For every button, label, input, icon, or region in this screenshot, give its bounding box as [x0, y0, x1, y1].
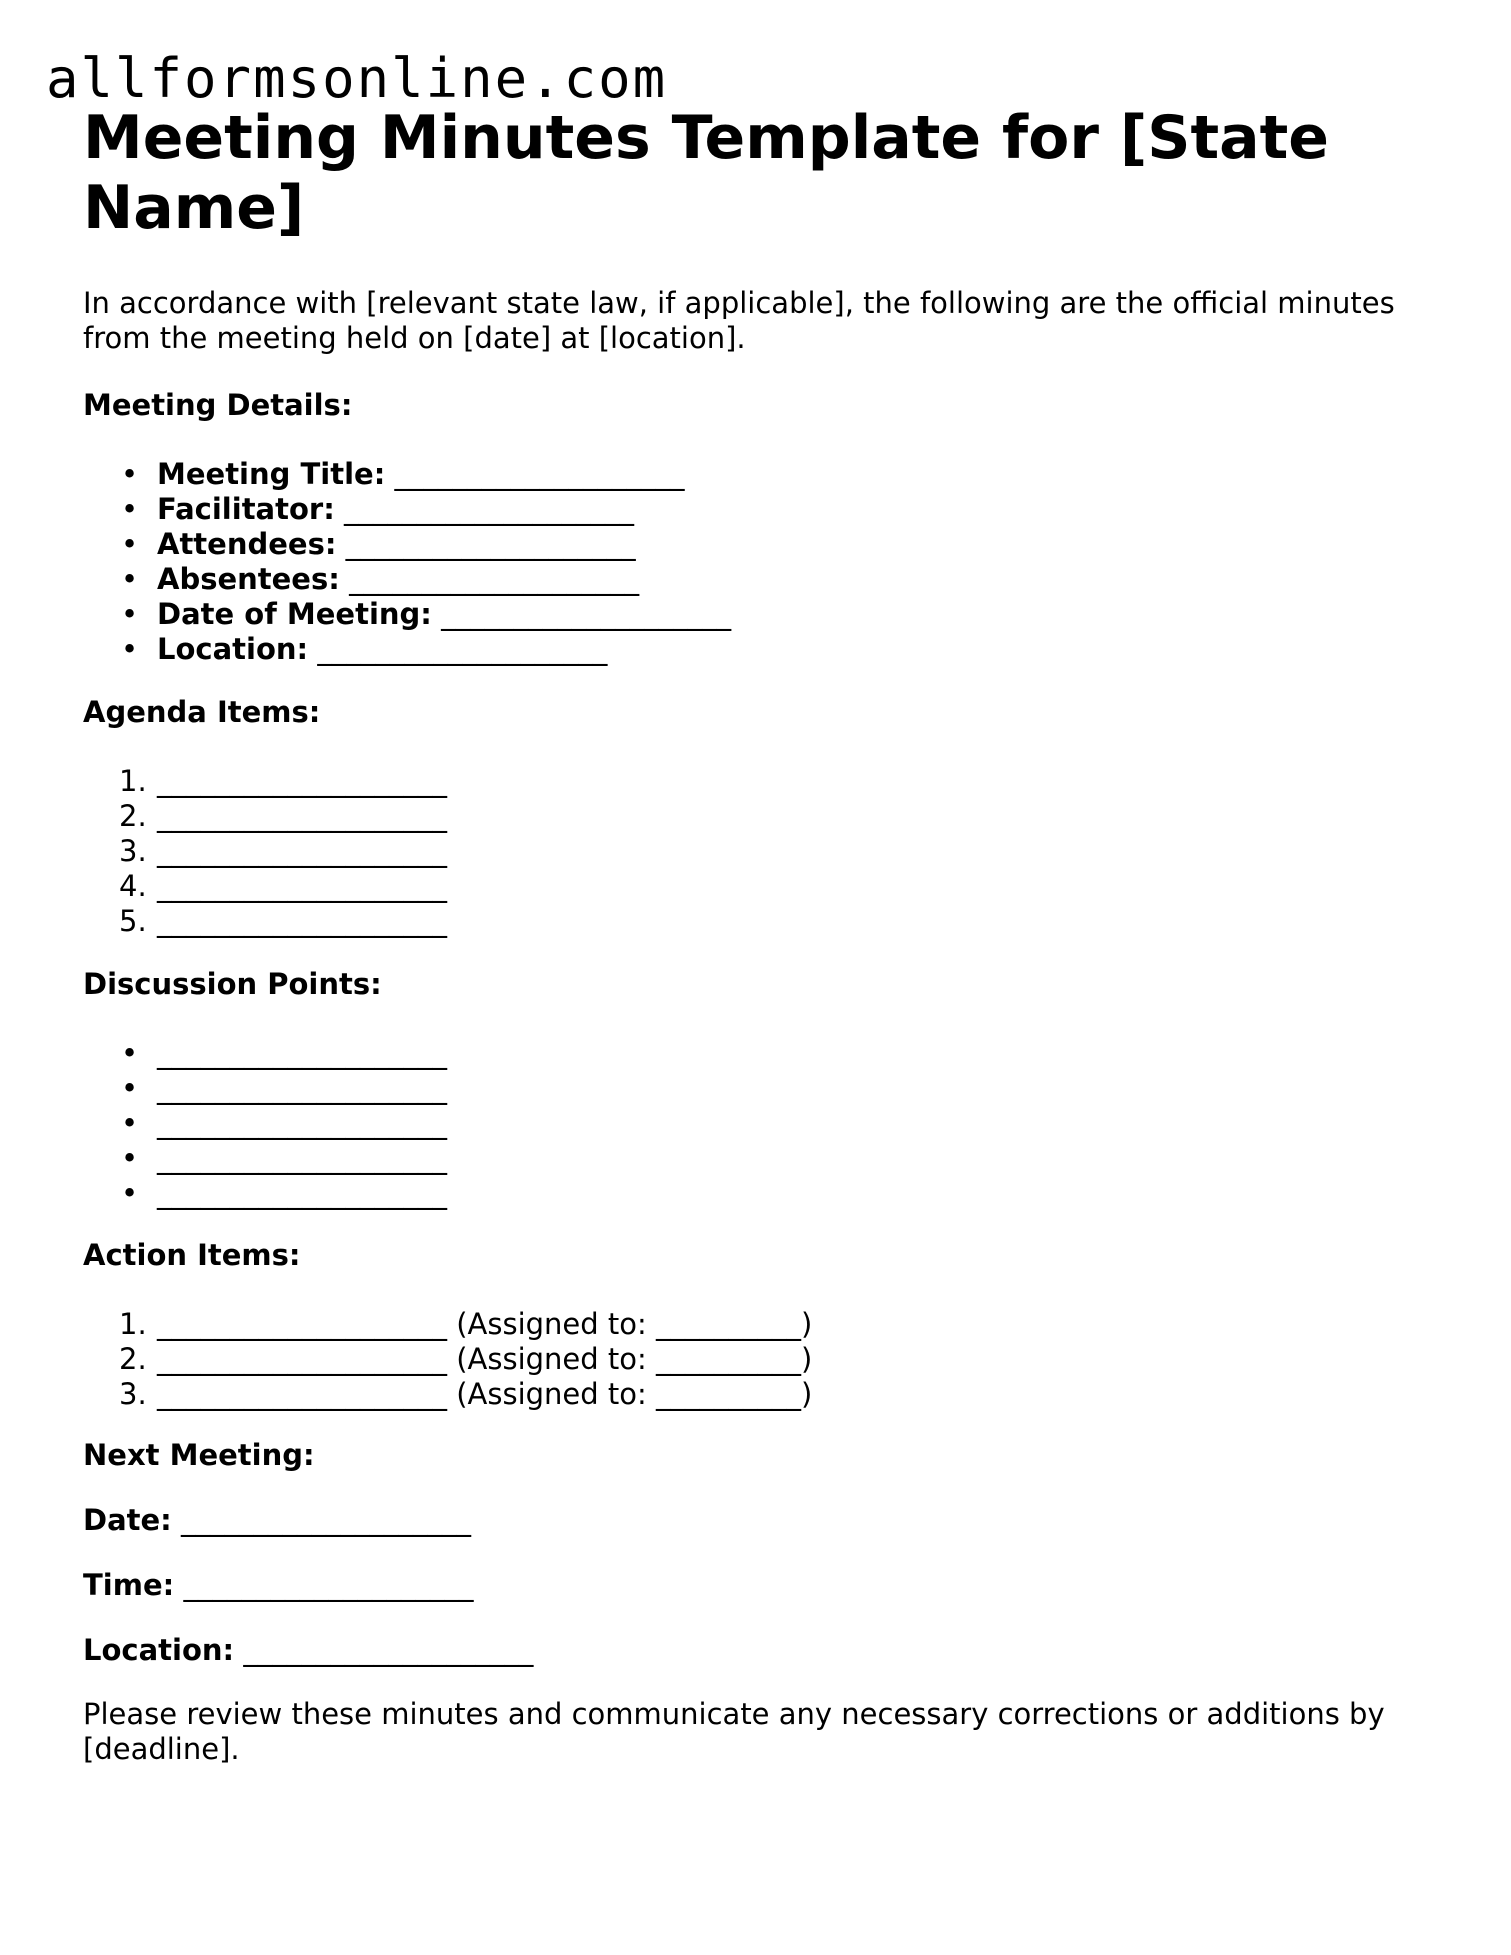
field-label: Meeting Title: [157, 457, 386, 491]
bullet-icon: • [121, 1036, 139, 1070]
blank-line[interactable]: ____________________ [157, 799, 447, 833]
field-label: Attendees: [157, 527, 337, 561]
list-item [83, 764, 447, 799]
blank-line[interactable]: ____________________ [157, 1307, 447, 1341]
agenda-list [83, 764, 447, 939]
list-item [83, 1036, 447, 1071]
item-number: 4. [119, 869, 147, 903]
bullet-icon: • [121, 632, 139, 666]
blank-line[interactable]: ____________________ [183, 1568, 474, 1602]
bullet-icon: • [121, 597, 139, 631]
blank-line[interactable]: ____________________ [394, 457, 685, 491]
time-label: Time: [83, 1568, 175, 1602]
list-item [83, 562, 731, 597]
blank-line[interactable]: ____________________ [157, 1106, 447, 1140]
item-number: 3. [119, 834, 147, 868]
intro-paragraph: In accordance with [relevant state law, if applicable], the following are the official minutes from the meeting held on [date] at [location]. [83, 286, 1395, 355]
list-item [83, 834, 447, 869]
list-item [83, 904, 447, 939]
list-item [83, 1141, 447, 1176]
item-number: 3. [119, 1377, 147, 1411]
site-watermark: allformsonline.com [46, 47, 668, 110]
blank-line[interactable]: ____________________ [157, 1141, 447, 1175]
blank-line[interactable]: ____________________ [157, 869, 447, 903]
discussion-heading: Discussion Points: [83, 967, 382, 1001]
list-item [83, 1176, 447, 1211]
field-label: Absentees: [157, 562, 340, 596]
date-label: Date: [83, 1503, 172, 1537]
closing-paragraph: Please review these minutes and communicate any necessary corrections or additions by [deadline]. [83, 1697, 1385, 1766]
list-item [83, 1307, 812, 1342]
list-item [83, 1377, 812, 1412]
next-meeting-time [83, 1568, 473, 1603]
document-title: Meeting Minutes Template for [State Name] [83, 103, 1329, 243]
blank-line[interactable]: ____________________ [157, 1176, 447, 1210]
discussion-list [83, 1036, 447, 1211]
blank-line[interactable]: ____________________ [157, 764, 447, 798]
bullet-icon: • [121, 562, 139, 596]
blank-line[interactable]: ____________________ [181, 1503, 471, 1537]
item-number: 2. [119, 1342, 147, 1376]
blank-line[interactable]: ____________________ [243, 1633, 534, 1667]
document-body [83, 103, 1443, 1766]
blank-line[interactable]: ____________________ [157, 1377, 447, 1411]
list-item [83, 1342, 812, 1377]
assigned-to-text[interactable]: (Assigned to: __________) [456, 1342, 813, 1376]
item-number: 5. [119, 904, 147, 938]
blank-line[interactable]: ____________________ [157, 834, 447, 868]
next-meeting-location [83, 1633, 533, 1668]
list-item [83, 527, 731, 562]
meeting-details-list [83, 457, 731, 667]
bullet-icon: • [121, 1106, 139, 1140]
blank-line[interactable]: ____________________ [157, 1071, 447, 1105]
list-item [83, 1071, 447, 1106]
field-label: Location: [157, 632, 309, 666]
list-item [83, 869, 447, 904]
location-label: Location: [83, 1633, 235, 1667]
blank-line[interactable]: ____________________ [157, 904, 447, 938]
bullet-icon: • [121, 1141, 139, 1175]
field-label: Date of Meeting: [157, 597, 432, 631]
blank-line[interactable]: ____________________ [345, 527, 636, 561]
next-meeting-heading: Next Meeting: [83, 1438, 315, 1472]
item-number: 2. [119, 799, 147, 833]
item-number: 1. [119, 1307, 147, 1341]
list-item [83, 632, 731, 667]
assigned-to-text[interactable]: (Assigned to: __________) [456, 1377, 813, 1411]
assigned-to-text[interactable]: (Assigned to: __________) [456, 1307, 813, 1341]
bullet-icon: • [121, 1176, 139, 1210]
blank-line[interactable]: ____________________ [157, 1342, 447, 1376]
item-number: 1. [119, 764, 147, 798]
bullet-icon: • [121, 492, 139, 526]
blank-line[interactable]: ____________________ [157, 1036, 447, 1070]
list-item [83, 597, 731, 632]
meeting-details-heading: Meeting Details: [83, 388, 353, 422]
next-meeting-date [83, 1503, 471, 1538]
bullet-icon: • [121, 527, 139, 561]
blank-line[interactable]: ____________________ [349, 562, 640, 596]
list-item [83, 492, 731, 527]
action-items-list [83, 1307, 812, 1412]
blank-line[interactable]: ____________________ [441, 597, 732, 631]
blank-line[interactable]: ____________________ [344, 492, 635, 526]
action-items-heading: Action Items: [83, 1238, 301, 1272]
blank-line[interactable]: ____________________ [317, 632, 608, 666]
list-item [83, 1106, 447, 1141]
field-label: Facilitator: [157, 492, 335, 526]
list-item [83, 457, 731, 492]
agenda-heading: Agenda Items: [83, 695, 321, 729]
bullet-icon: • [121, 457, 139, 491]
bullet-icon: • [121, 1071, 139, 1105]
list-item [83, 799, 447, 834]
